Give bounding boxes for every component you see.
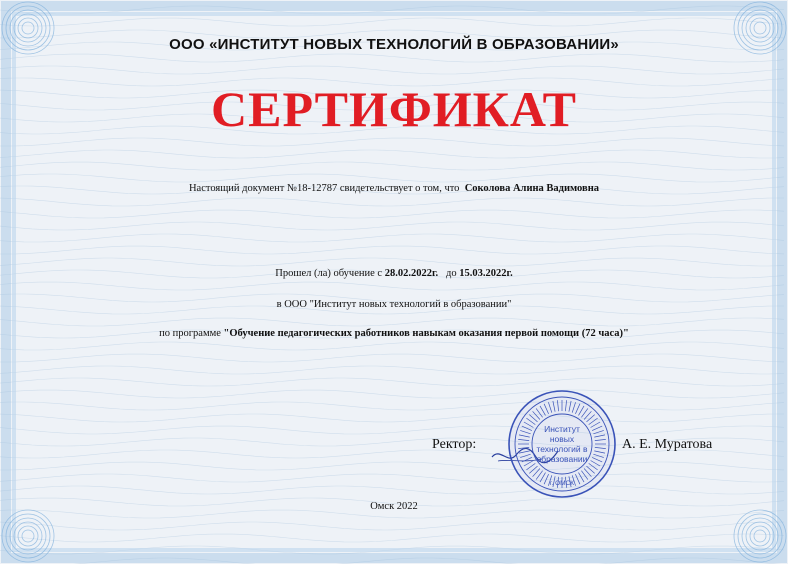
period-prefix: Прошел (ла) обучение с <box>275 268 383 279</box>
period-mid: до <box>446 268 457 279</box>
corner-rosette <box>750 526 770 546</box>
guilloche-line <box>0 222 784 230</box>
program-name: "Обучение педагогических работников навыкам оказания первой помощи (72 часа)" <box>223 328 629 339</box>
corner-rosette <box>22 22 34 34</box>
stamp-text-line-1: Институт <box>544 424 580 434</box>
guilloche-line <box>0 390 784 398</box>
guilloche-line <box>0 342 784 350</box>
stamp-text-line-4: образовании <box>536 454 588 464</box>
document-prefix: Настоящий документ №18-12787 свидетельствует о том, что <box>188 183 460 194</box>
guilloche-line <box>0 18 784 26</box>
guilloche-line <box>0 354 784 362</box>
city-year: Омск 2022 <box>370 501 418 512</box>
corner-rosette <box>754 530 766 542</box>
guilloche-line <box>0 138 784 146</box>
organization-heading: ООО «ИНСТИТУТ НОВЫХ ТЕХНОЛОГИЙ В ОБРАЗОВАНИИ» <box>169 36 619 53</box>
stamp-bottom-text: г. ОМСК <box>549 480 575 487</box>
guilloche-line <box>0 258 784 266</box>
guilloche-line <box>0 234 784 242</box>
certificate-title: СЕРТИФИКАТ <box>210 81 577 137</box>
corner-rosette <box>18 526 38 546</box>
guilloche-line <box>0 366 784 374</box>
guilloche-line <box>0 246 784 254</box>
signatory-name: А. Е. Муратова <box>622 437 713 452</box>
guilloche-line <box>0 210 784 218</box>
corner-rosette <box>750 18 770 38</box>
stamp-text-line-2: новых <box>549 434 575 444</box>
guilloche-line <box>0 402 784 410</box>
corner-rosette <box>754 22 766 34</box>
guilloche-line <box>0 150 784 158</box>
guilloche-line <box>0 426 784 434</box>
date-to: 15.03.2022г. <box>459 268 513 279</box>
guilloche-line <box>0 534 784 542</box>
program-line <box>0 328 788 339</box>
official-seal <box>506 388 618 500</box>
corner-rosette <box>18 18 38 38</box>
program-prefix: по программе <box>159 328 221 339</box>
document-line <box>0 183 788 194</box>
signatory-label: Ректор: <box>432 437 477 452</box>
guilloche-line <box>0 462 784 470</box>
stamp-text-line-3: технологий в <box>536 444 588 454</box>
guilloche-line <box>0 486 784 494</box>
corner-rosette <box>22 530 34 542</box>
guilloche-line <box>0 198 784 206</box>
guilloche-line <box>0 162 784 170</box>
date-from: 28.02.2022г. <box>384 268 439 279</box>
guilloche-line <box>0 282 784 290</box>
guilloche-line <box>0 54 784 62</box>
guilloche-line <box>0 414 784 422</box>
guilloche-line <box>0 318 784 326</box>
guilloche-line <box>0 378 784 386</box>
recipient-name: Соколова Алина Вадимовна <box>464 183 600 194</box>
guilloche-line <box>0 66 784 74</box>
guilloche-line <box>0 474 784 482</box>
institution-line: в ООО "Институт новых технологий в образовании" <box>276 299 512 310</box>
guilloche-line <box>0 522 784 530</box>
guilloche-line <box>0 174 784 182</box>
training-period-line <box>0 268 788 279</box>
